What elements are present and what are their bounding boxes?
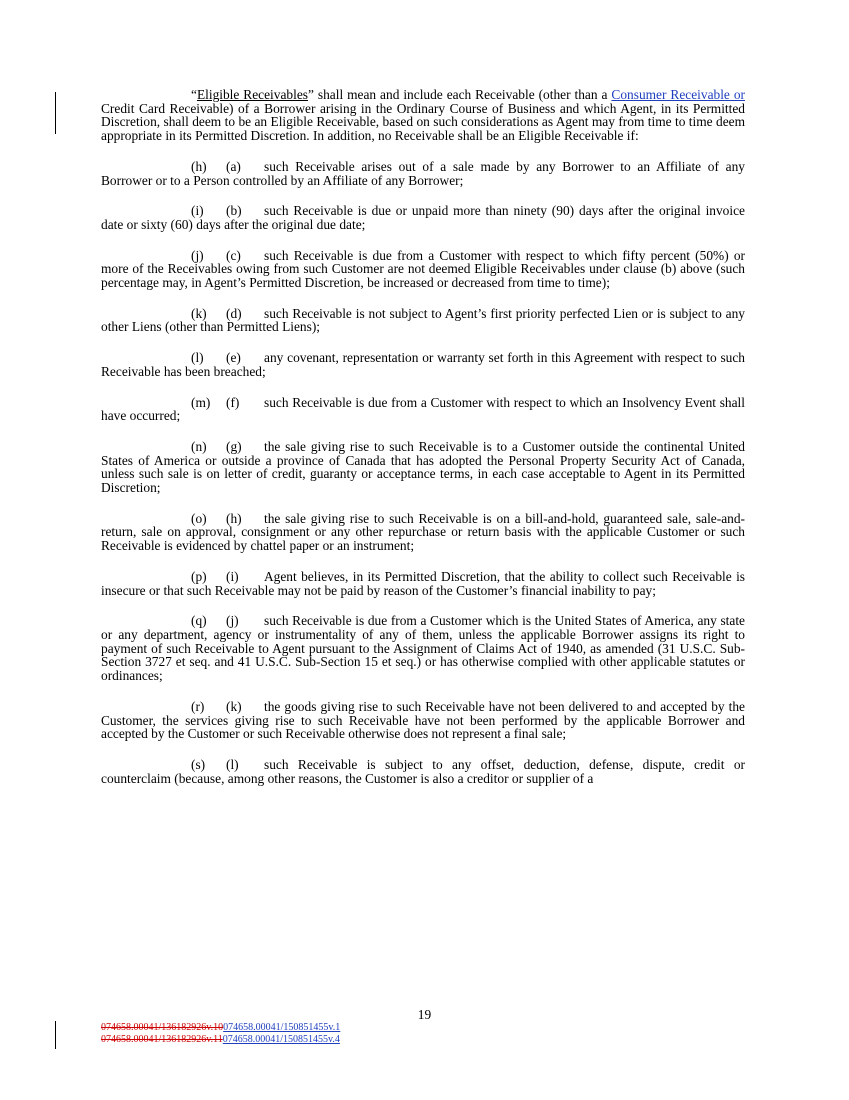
document-body [101, 88, 745, 802]
clause-text: such Receivable is due from a Customer with respect to which an Insolvency Event shall have occurred; [101, 394, 745, 424]
clause-text: Agent believes, in its Permitted Discretion, that the ability to collect such Receivable is insecure or that such Receivable may not be paid by reason of the Customer’s financial inability to pay; [101, 568, 745, 598]
document-footer [101, 1022, 340, 1046]
footer-deleted-id: 074658.00041/136182926v.11 [101, 1034, 223, 1045]
open-quote: “ [191, 87, 197, 102]
clause-marker-old: (q) [191, 613, 207, 629]
clause-marker-new: (b) [226, 203, 242, 219]
clause-paragraph [101, 614, 745, 683]
clause-marker-new: (i) [226, 568, 239, 584]
close-quote: ” [307, 87, 314, 102]
defined-term: Eligible Receivables [196, 87, 308, 102]
clause-paragraph [101, 440, 745, 495]
clause-text: any covenant, representation or warranty set forth in this Agreement with respect to such Receivable has been breached; [101, 350, 745, 379]
definition-text-1: shall mean and include each Receivable (other than a [313, 87, 612, 102]
clause-text: such Receivable is due from a Customer which is the United States of America, any state or any department, agency or instrumentality of any of them, unless the applicable Borrower assigns its right to payment of such Receivable to Agent pursuant to the Assignment of Claims Act of 1940, as amended (31 U.S.C. Sub-Section 3727 et seq. and 41 U.S.C. Sub-Section 15 et seq.) or has otherwise complied with other applicable statutes or ordinances; [101, 613, 745, 684]
clause-marker-old: (j) [191, 247, 204, 263]
clause-paragraph [101, 758, 745, 785]
definition-text-2: Credit Card Receivable) of a Borrower arising in the Ordinary Course of Business and which Agent, in its Permitted Discretion, shall deem to be an Eligible Receivable, based on such considerations as Agent may from time to time deem appropriate in its Permitted Discretion. In addition, no Receivable shall be an Eligible Receivable if: [101, 100, 745, 144]
footer-line-1 [101, 1022, 340, 1034]
footer-inserted-id: 074658.00041/150851455v.1 [223, 1022, 341, 1033]
footer-line-2 [101, 1034, 340, 1046]
clause-marker-old: (l) [191, 350, 204, 366]
clause-marker-new: (d) [226, 305, 242, 321]
clause-text: such Receivable is due or unpaid more than ninety (90) days after the original invoice date or sixty (60) days after the original due date; [101, 203, 745, 232]
clause-paragraph [101, 512, 745, 553]
clause-marker-old: (s) [191, 756, 206, 772]
footer-change-bar [55, 1021, 56, 1049]
clause-marker-old: (o) [191, 510, 207, 526]
clause-paragraph [101, 396, 745, 423]
clause-text: such Receivable arises out of a sale made by any Borrower to an Affiliate of any Borrower or to a Person controlled by an Affiliate of any Borrower; [101, 158, 745, 188]
clause-marker-new: (l) [226, 756, 239, 772]
clause-marker-new: (g) [226, 438, 242, 454]
clause-marker-new: (k) [226, 698, 242, 714]
clause-paragraph [101, 570, 745, 597]
change-bar [55, 92, 56, 134]
clause-paragraph [101, 249, 745, 290]
clause-marker-new: (a) [226, 158, 241, 174]
clause-marker-new: (j) [226, 613, 239, 629]
clause-marker-old: (n) [191, 438, 207, 454]
clause-marker-new: (h) [226, 510, 242, 526]
footer-inserted-id: 074658.00041/150851455v.4 [222, 1034, 340, 1045]
clause-paragraph [101, 204, 745, 231]
definition-paragraph [101, 88, 745, 143]
inserted-text: Consumer Receivable or [611, 87, 745, 102]
clause-marker-old: (m) [191, 394, 211, 410]
clause-marker-old: (r) [191, 698, 205, 714]
clause-marker-old: (i) [191, 203, 204, 219]
clause-paragraph [101, 307, 745, 334]
clause-marker-new: (e) [226, 350, 241, 366]
clause-text: such Receivable is due from a Customer with respect to which fifty percent (50%) or more of the Receivables owing from such Customer are not deemed Eligible Receivables under clause (b) above (such percentage may, in Agent’s Permitted Discretion, be increased or decreased from time to time); [101, 247, 745, 291]
clause-list [101, 160, 745, 786]
clause-marker-old: (k) [191, 305, 207, 321]
clause-marker-new: (f) [226, 394, 240, 410]
clause-marker-old: (p) [191, 568, 207, 584]
clause-paragraph [101, 700, 745, 741]
clause-paragraph [101, 351, 745, 378]
footer-deleted-id: 074658.00041/136182926v.10 [101, 1022, 224, 1033]
clause-text: such Receivable is not subject to Agent’s first priority perfected Lien or is subject to any other Liens (other than Permitted Liens); [101, 305, 745, 335]
clause-marker-old: (h) [191, 158, 207, 174]
clause-text: the goods giving rise to such Receivable have not been delivered to and accepted by the Customer, the services giving rise to such Receivable have not been performed by the applicable Borrower and accepted by the Customer or such Receivable otherwise does not represent a final sale; [101, 698, 745, 742]
clause-text: the sale giving rise to such Receivable is to a Customer outside the continental United States of America or outside a province of Canada that has adopted the Personal Property Security Act of Canada, unless such sale is on letter of credit, guaranty or acceptance terms, in each case acceptable to Agent in its Permitted Discretion; [101, 438, 745, 496]
clause-paragraph [101, 160, 745, 187]
clause-text: the sale giving rise to such Receivable is on a bill-and-hold, guaranteed sale, sale-and-return, sale on approval, consignment or any other repurchase or return basis with the applicable Customer or such Receivable is evidenced by chattel paper or an instrument; [101, 510, 745, 554]
clause-marker-new: (c) [226, 247, 241, 263]
page-number: 19 [417, 1007, 432, 1022]
clause-text: such Receivable is subject to any offset, deduction, defense, dispute, credit or counterclaim (because, among other reasons, the Customer is also a creditor or supplier of a [101, 756, 745, 786]
